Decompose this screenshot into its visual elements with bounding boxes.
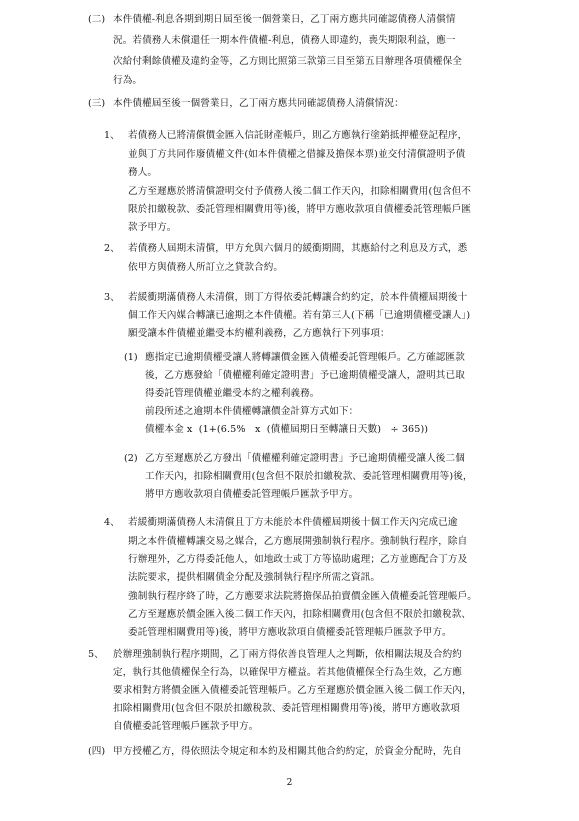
price-formula: 債權本金 x (1+(6.5% x (債權屆期日至轉讓日天數) ÷ 365)) [145, 424, 429, 435]
section-2-line: 況。若債務人未償還任一期本件債權-利息，債務人即違約，喪失期限利益，應一 [113, 35, 456, 46]
item-2-line: 若債務人屆期未清償，甲方允與六個月的緩衝期間，其應給付之利息及方式，悉 [128, 243, 468, 254]
sub-item-1-line: 後，乙方應發給「債權權利確定證明書」予已逾期債權受讓人，證明其已取 [145, 370, 465, 381]
item-5-line: 定，執行其他債權保全行為，以確保甲方權益。若其他債權保全行為生效，乙方應 [113, 667, 462, 678]
item-4-line: 委託管理相關費用等)後，將甲方應收款項自債權委託管理帳戶匯款予甲方。 [128, 627, 452, 638]
sub-item-marker: (1) [124, 352, 138, 363]
section-label: (二) [88, 14, 106, 25]
section-2-line: 本件債權-利息各期到期日屆至後一個營業日，乙丁兩方應共同確認債務人清償情 [113, 14, 456, 25]
item-marker: 1、 [104, 130, 120, 141]
item-5-line: 於辦理強制執行程序期間，乙丁兩方得依善良管理人之判斷，依相關法規及合約約 [113, 649, 462, 660]
item-4-line: 若緩衝期滿債務人未清償且丁方未能於本件債權屆期後十個工作天內完成已逾 [128, 517, 458, 528]
sub-item-marker: (2) [124, 453, 138, 464]
item-marker: 5、 [88, 649, 104, 660]
sub-item-2-line: 工作天內，扣除相關費用(包含但不限於扣繳稅款、委託管理相關費用等)後， [145, 471, 473, 482]
item-1-line: 乙方至遲應於將清償證明交付予債務人後二個工作天內，扣除相關費用(包含但不 [128, 186, 472, 197]
sub-item-1-line: 應指定已逾期債權受讓人將轉讓價金匯入債權委託管理帳戶。乙方確認匯款 [145, 352, 465, 363]
item-5-line: 扣除相關費用(包含但不限於扣繳稅款、委託管理相關費用等)後，將甲方應收款項 [113, 703, 460, 714]
sub-item-1-line: 得委託管理債權並繼受本約之權利義務。 [145, 388, 320, 399]
item-1-line: 款予甲方。 [128, 222, 177, 233]
page-number: 2 [286, 778, 293, 788]
section-label: (三) [88, 98, 106, 109]
item-4-line: 乙方至遲應於價金匯入後二個工作天內，扣除相關費用(包含但不限於扣繳稅款、 [128, 609, 472, 620]
item-5-line: 要求相對方將價金匯入債權委託管理帳戶。乙方至遲應於價金匯入後二個工作天內， [113, 685, 472, 696]
item-4-line: 期之本件債權轉讓交易之媒合，乙方應展開強制執行程序。強制執行程序，除自 [128, 536, 468, 547]
item-3-line: 若緩衝期滿債務人未清償，則丁方得依委託轉讓合約約定，於本件債權屆期後十 [128, 292, 468, 303]
item-3-line: 願受讓本件債權並繼受本約權利義務，乙方應執行下列事項： [128, 328, 390, 339]
section-2-line: 行為。 [113, 75, 143, 86]
item-5-line: 自債權委託管理帳戶匯款予甲方。 [113, 721, 259, 732]
section-2-line: 次給付剩餘債權及違約金等，乙方則比照第三款第三目至第五目辦理各項債權保全 [113, 56, 462, 67]
item-marker: 3、 [104, 292, 120, 303]
section-label: (四) [88, 746, 106, 757]
item-1-line: 限於扣繳稅款、委託管理相關費用等)後，將甲方應收款項自債權委託管理帳戶匯 [128, 204, 472, 215]
item-marker: 4、 [104, 517, 120, 528]
section-3-intro: 本件債權屆至後一個營業日，乙丁兩方應共同確認債務人清償情況： [113, 98, 404, 109]
item-2-line: 依甲方與債務人所訂立之貸款合約。 [128, 262, 284, 273]
section-4-line: 甲方授權乙方，得依照法令規定和本約及相關其他合約約定，於資金分配時，先自 [113, 746, 462, 757]
item-1-line: 務人。 [128, 167, 158, 178]
item-4-line: 法院要求，提供相關債金分配及強制執行程序所需之資訊。 [128, 572, 381, 583]
item-3-line: 個工作天內媒合轉讓已逾期之本件債權。若有第三人(下稱「已逾期債權受讓人」) [128, 310, 471, 321]
sub-item-2-line: 將甲方應收款項自債權委託管理帳戶匯款予甲方。 [145, 489, 359, 500]
item-marker: 2、 [104, 243, 120, 254]
sub-item-1-line: 前段所述之逾期本件債權轉讓價金計算方式如下： [145, 406, 359, 417]
item-1-line: 並與丁方共同作廢債權文件(如本件債權之借據及擔保本票)並交付清償證明予債 [128, 149, 466, 160]
sub-item-2-line: 乙方至遲應於乙方發出「債權權利確定證明書」予已逾期債權受讓人後二個 [145, 453, 465, 464]
item-1-line: 若債務人已將清償價金匯入信託財產帳戶，則乙方應執行塗銷抵押權登記程序， [128, 130, 468, 141]
item-4-line: 強制執行程序終了時，乙方應要求法院將擔保品拍賣價金匯入債權委託管理帳戶。 [128, 591, 477, 602]
item-4-line: 行辦理外，乙方得委託他人，如地政士或丁方等協助處理；乙方並應配合丁方及 [128, 554, 468, 565]
